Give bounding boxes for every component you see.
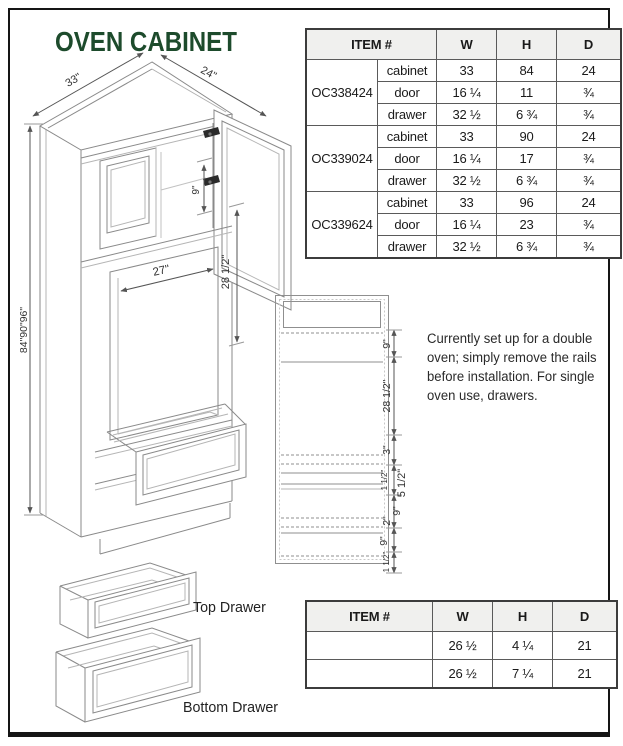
part-cell: drawer [378, 104, 437, 126]
note-line: oven use, drawers. [427, 388, 538, 403]
item-number: OC339624 [306, 192, 378, 259]
front-dim-5half: 5 1/2" [396, 468, 408, 498]
w-cell: 16 ¼ [437, 82, 497, 104]
part-cell: door [378, 82, 437, 104]
col-header-d: D [553, 601, 618, 632]
d-cell: 21 [553, 632, 618, 660]
front-dim-9-top: 9" [381, 339, 393, 349]
col-header-d: D [557, 29, 622, 60]
col-header-w: W [437, 29, 497, 60]
w-cell: 32 ½ [437, 104, 497, 126]
item-number: OC339024 [306, 126, 378, 192]
w-cell: 16 ¼ [437, 148, 497, 170]
col-header-h: H [493, 601, 553, 632]
h-cell: 90 [497, 126, 557, 148]
front-dim-3: 3" [381, 445, 393, 455]
d-cell: 24 [557, 60, 622, 82]
h-cell: 6 ¾ [497, 104, 557, 126]
h-cell: 96 [497, 192, 557, 214]
iso-cabinet-drawing [40, 62, 291, 554]
d-cell: ¾ [557, 214, 622, 236]
d-cell: 24 [557, 192, 622, 214]
w-cell: 32 ½ [437, 236, 497, 259]
note-line: oven; simply remove the rails [427, 350, 597, 365]
item-number: OC338424 [306, 60, 378, 126]
part-cell: drawer [378, 170, 437, 192]
table-row [306, 632, 617, 660]
dim-label-33: 33" [63, 71, 84, 90]
dim-label-heights: 84"90"96" [18, 306, 30, 354]
note-line: Currently set up for a double [427, 331, 593, 346]
h-cell: 7 ¼ [493, 660, 553, 689]
part-cell: cabinet [378, 192, 437, 214]
top-drawer-drawing [60, 563, 196, 638]
w-cell: 16 ¼ [437, 214, 497, 236]
d-cell: ¾ [557, 148, 622, 170]
front-dim-2: 2" [381, 516, 393, 526]
note-line: before installation. For single [427, 369, 595, 384]
w-cell: 26 ½ [433, 632, 493, 660]
front-view-diagram [276, 296, 389, 564]
table-row [306, 126, 621, 148]
h-cell: 6 ¾ [497, 236, 557, 259]
top-drawer-label: Top Drawer [193, 599, 266, 616]
item-cell [306, 632, 433, 660]
table-row [306, 60, 621, 82]
col-header-item: ITEM # [306, 601, 433, 632]
d-cell: ¾ [557, 104, 622, 126]
d-cell: 24 [557, 126, 622, 148]
h-cell: 23 [497, 214, 557, 236]
bottom-drawer-label: Bottom Drawer [183, 699, 279, 716]
col-header-h: H [497, 29, 557, 60]
h-cell: 6 ¾ [497, 170, 557, 192]
front-dim-1half-b: 1 1/2" [382, 551, 391, 573]
page-title: OVEN CABINET [55, 26, 237, 57]
table-header-row [306, 601, 617, 632]
table-row [306, 192, 621, 214]
front-view-dimensions [378, 330, 408, 573]
part-cell: door [378, 214, 437, 236]
part-cell: cabinet [378, 60, 437, 82]
part-cell: cabinet [378, 126, 437, 148]
spec-table [305, 28, 622, 259]
h-cell: 4 ¼ [493, 632, 553, 660]
bottom-drawer-drawing [56, 628, 200, 722]
dim-label-door-9: 9" [191, 185, 202, 195]
front-dim-9-low: 9" [378, 536, 390, 546]
table-row [306, 660, 617, 689]
h-cell: 84 [497, 60, 557, 82]
d-cell: ¾ [557, 236, 622, 259]
dim-label-24: 24" [198, 64, 219, 83]
front-dim-28half: 28 1/2" [381, 379, 393, 413]
table-header-row [306, 29, 621, 60]
w-cell: 33 [437, 192, 497, 214]
front-dim-1half-a: 1 1/2" [380, 469, 389, 491]
dim-label-opening-27: 27" [151, 263, 171, 279]
part-cell: door [378, 148, 437, 170]
note-text [427, 329, 621, 405]
item-cell [306, 660, 433, 689]
w-cell: 32 ½ [437, 170, 497, 192]
w-cell: 33 [437, 60, 497, 82]
d-cell: ¾ [557, 170, 622, 192]
front-dim-9-mid: 9" [391, 506, 403, 516]
drawer-spec-table [305, 600, 618, 689]
col-header-w: W [433, 601, 493, 632]
d-cell: ¾ [557, 82, 622, 104]
dim-label-opening-28half: 28 1/2" [220, 254, 232, 290]
h-cell: 11 [497, 82, 557, 104]
h-cell: 17 [497, 148, 557, 170]
d-cell: 21 [553, 660, 618, 689]
w-cell: 33 [437, 126, 497, 148]
part-cell: drawer [378, 236, 437, 259]
w-cell: 26 ½ [433, 660, 493, 689]
col-header-item: ITEM # [306, 29, 437, 60]
